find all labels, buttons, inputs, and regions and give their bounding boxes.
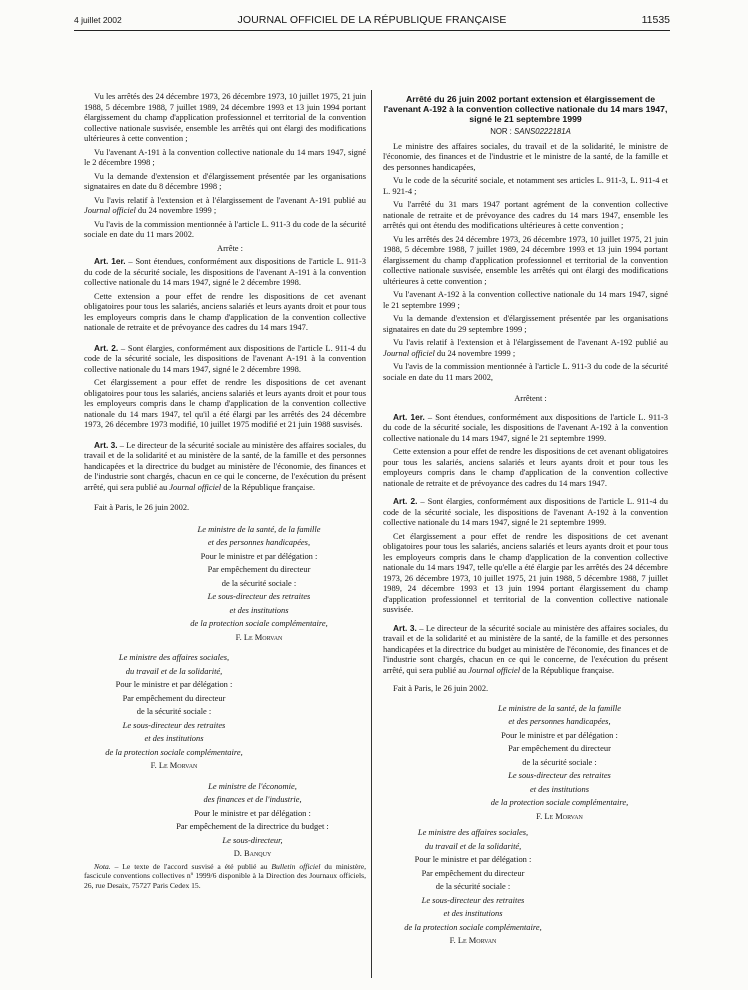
signature-line: Pour le ministre et par délégation : (200, 550, 318, 561)
nor-reference (383, 127, 668, 138)
nor-label: NOR : (490, 127, 515, 136)
article-label: Art. 2. (393, 496, 418, 506)
article-paragraph: Cet élargissement a pour effet de rendre les dispositions de cet avenant obligatoires pour tous les salariés, anciens salariés et leurs ayants droit et pour tous les employeurs compris dans le champ d'application de la convention collective nationale du 14 mars 1947, telle qu'elle a été élargie par les arrêtés des 24 décembre 1973, 26 décembre 1973, 10 juillet 1975, 21 juin 1988, 5 décembre 1988, 7 juillet 1989, 24 décembre 1993 et 13 juin 1994 portant élargissement du champ d'application professionnel et territorial de la convention collective nationale susvisée. (383, 530, 668, 614)
signature-line: des finances et de l'industrie, (203, 794, 302, 804)
article-label: Art. 2. (94, 342, 119, 353)
visa-paragraph: Vu l'avis de la commission mentionnée à l'article L. 911-3 du code de la sécurité sociale en date du 11 mars 2002. (84, 218, 366, 239)
issue-date: 4 juillet 2002 (74, 15, 122, 25)
visa-paragraph: Vu le code de la sécurité sociale, et notamment ses articles L. 911-3, L. 911-4 et L. 921-4 ; (383, 175, 668, 196)
signature-line: Par empêchement du directeur (122, 692, 226, 703)
signature-line: Par empêchement du directeur (508, 743, 611, 753)
article-3 (383, 623, 668, 676)
signature-line: du travail et de la solidarité, (424, 840, 522, 851)
signature-line: et des institutions (529, 783, 590, 794)
nota-text: – Le texte de l'accord susvisé a été publié au (110, 861, 272, 871)
signature-line: Le ministre de l'économie, (208, 780, 297, 791)
signature-line: Le sous-directeur des retraites (508, 770, 611, 780)
signature-line: Le ministre de la santé, de la famille (197, 523, 321, 534)
arrete-heading: Arrête : (216, 242, 243, 253)
article-text: – Sont étendues, conformément aux dispositions de l'article L. 911-3 du code de la sécurité sociale, les dispositions de l'avenant A-192 à la convention collective nationale du 14 mars 1947, signé le 21 septembre 1999. (383, 411, 668, 443)
signatory-name: F. Le Morvan (449, 935, 497, 945)
signature-line: Pour le ministre et par délégation : (194, 807, 311, 818)
signature-line: Le ministre de la santé, de la famille (498, 702, 621, 713)
column-divider (371, 90, 372, 978)
visa-paragraph: Vu la demande d'extension et d'élargissement présentée par les organisations signataires en date du 8 décembre 1998 ; (84, 170, 366, 191)
article-text: – Sont étendues, conformément aux dispositions de l'article L. 911-3 du code de la sécurité sociale, les dispositions de l'avenant A-191 à la convention collective nationale du 14 mars 1947, signé le 2 décembre 1998. (84, 256, 366, 287)
left-column (84, 91, 366, 893)
page-header (74, 13, 670, 29)
article-text: de la République française. (221, 481, 316, 492)
journal-officiel-ref: Journal officiel (468, 664, 521, 675)
signature-line: Par empêchement du directeur (207, 564, 311, 574)
signature-line: Pour le ministre et par délégation : (414, 854, 532, 864)
journal-officiel-ref: Journal officiel (84, 205, 136, 215)
signature-line: de la protection sociale complémentaire, (105, 746, 243, 757)
signature-block-sante (383, 703, 668, 822)
signature-line: Le sous-directeur des retraites (421, 894, 525, 905)
signature-line: de la protection sociale complémentaire, (490, 797, 629, 807)
signature-line: et des personnes handicapées, (207, 537, 311, 547)
arrete-heading: Arrêtent : (514, 393, 547, 403)
signature-line: Pour le ministre et par délégation : (501, 729, 618, 740)
journal-officiel-ref: Journal officiel (383, 347, 435, 358)
signatory-name: F. Le Morvan (235, 631, 283, 642)
article-label: Art. 1er. (94, 256, 126, 266)
article-paragraph: Cette extension a pour effet de rendre les dispositions de cet avenant obligatoires pour tous les salariés, anciens salariés et leurs ayants droit et pour tous les employeurs compris dans le champ d'application de la convention collective nationale de retraite et de prévoyance des cadres du 14 mars 1947. (84, 290, 366, 332)
signature-block-affaires-sociales (84, 652, 254, 771)
visa-text: Vu l'avis relatif à l'extension et à l'élargissement de l'avenant A-191 publié au (94, 194, 366, 205)
signature-line: et des institutions (229, 604, 289, 615)
visa-paragraph: Vu l'arrêté du 31 mars 1947 portant agrément de la convention collective nationale de retraite et de prévoyance des cadres du 14 mars 1947, ensemble les arrêtés qui ont étendu des modifications ultérieures à cette convention ; (383, 199, 668, 230)
article-paragraph: Cette extension a pour effet de rendre les dispositions de cet avenant obligatoires pour tous les salariés, anciens salariés et leurs ayants droit et pour tous les employeurs compris dans le champ d'application de la convention collective nationale de retraite et de prévoyance des cadres du 14 mars 1947. (383, 446, 668, 488)
signature-line: et des personnes handicapées, (508, 716, 611, 726)
signature-line: de la sécurité sociale : (435, 881, 511, 891)
fait-a-paris: Fait à Paris, le 26 juin 2002. (393, 683, 489, 693)
visa-paragraph: Vu les arrêtés des 24 décembre 1973, 26 décembre 1973, 10 juillet 1975, 21 juin 1988, 5 décembre 1988, 7 juillet 1989, 24 décembre 1993 et 13 juin 1994 portant élargissement du champ d'application professionnel et territorial de la convention collective nationale susvisée, ensemble les arrêtés qui ont élargi des modifications ultérieures à cette convention ; (84, 91, 366, 143)
signatory-name: D. Banquy (233, 848, 272, 858)
visa-paragraph: Vu l'avenant A-192 à la convention collective nationale du 14 mars 1947, signé le 21 septembre 1999 ; (383, 289, 668, 310)
signature-line: Le ministre des affaires sociales, (118, 652, 230, 662)
signature-block-sante (84, 524, 366, 643)
signature-block-affaires-sociales (383, 827, 553, 946)
signature-line: Le sous-directeur, (222, 834, 283, 845)
signature-line: de la sécurité sociale : (221, 577, 297, 588)
signature-line: Pour le ministre et par délégation : (115, 679, 233, 689)
article-text: – Le directeur de la sécurité sociale au ministère des affaires sociales, du travail et de la solidarité et au ministère de la santé, de la famille et des personnes handicapées et la directrice du budget au ministère de l'économie, des finances et de l'industrie sont chargés, chacun en ce qui le concerne, de l'exécution du présent arrêté, qui sera publié au (383, 622, 668, 675)
visa-paragraph (84, 195, 366, 216)
article-label: Art. 1er. (393, 411, 425, 422)
article-label: Art. 3. (393, 622, 417, 633)
nota (84, 862, 366, 891)
article-2 (84, 343, 366, 375)
signatory-name: F. Le Morvan (150, 760, 198, 770)
signature-line: Le sous-directeur des retraites (122, 719, 226, 730)
visa-paragraph: Vu les arrêtés des 24 décembre 1973, 26 décembre 1973, 10 juillet 1975, 21 juin 1988, 5 décembre 1988, 7 juillet 1989, 24 décembre 1993 et 13 juin 1994 portant élargissement du champ d'application professionnel et territorial de la convention collective nationale susvisée, ensemble les arrêtés qui ont élargi des modifications ultérieures à cette convention ; (383, 233, 668, 286)
signature-line: et des institutions (144, 733, 204, 743)
signature-block-economie (84, 781, 366, 859)
journal-title: JOURNAL OFFICIEL DE LA RÉPUBLIQUE FRANÇAISE (237, 14, 507, 26)
header-rule (74, 30, 670, 31)
visa-text: du 24 novembre 1999 ; (434, 347, 516, 358)
article-1 (84, 256, 366, 288)
signature-line: Par empêchement de la directrice du budget : (176, 821, 329, 831)
article-text: – Le directeur de la sécurité sociale au ministère des affaires sociales, du travail et de la solidarité et au ministère de la santé, de la famille et des personnes handicapées et la directrice du budget au ministère de l'économie, des finances et de l'industrie sont chargés, chacun en ce qui le concerne, de l'exécution du présent arrêté, qui sera publié au (84, 439, 366, 492)
nota-label: Nota. (94, 861, 111, 871)
article-label: Art. 3. (94, 439, 118, 450)
signature-line: Le sous-directeur des retraites (207, 591, 311, 601)
visa-paragraph (383, 337, 668, 358)
visa-paragraph: Vu l'avis de la commission mentionnée à l'article L. 911-3 du code de la sécurité sociale en date du 11 mars 2002, (383, 361, 668, 382)
decree-title: Arrêté du 26 juin 2002 portant extension et élargissement de l'avenant A-192 à la convention collective nationale du 14 mars 1947, signé le 21 septembre 1999 (383, 94, 668, 124)
right-column (383, 94, 668, 949)
signature-line: de la protection sociale complémentaire, (190, 618, 328, 628)
signature-line: Le ministre des affaires sociales, (417, 827, 529, 837)
article-3 (84, 440, 366, 493)
signatory-name: F. Le Morvan (536, 810, 583, 821)
article-text: de la République française. (520, 664, 615, 675)
fait-a-paris: Fait à Paris, le 26 juin 2002. (94, 502, 190, 512)
visa-text: Vu l'avis relatif à l'extension et à l'élargissement de l'avenant A-192 publié au (393, 337, 668, 347)
visa-paragraph: Vu l'avenant A-191 à la convention collective nationale du 14 mars 1947, signé le 2 décembre 1998 ; (84, 146, 366, 167)
signature-line: de la sécurité sociale : (522, 756, 597, 767)
article-1 (383, 412, 668, 444)
nor-code: SANS0222181A (514, 127, 571, 136)
nota-text: du ministère, fascicule conventions collectives nº 1999/6 disponible à la Direction des Journaux officiels, 26, rue Desaix, 75727 Paris Cedex 15. (84, 861, 367, 890)
signature-line: Par empêchement du directeur (421, 867, 525, 878)
visa-text: du 24 novembre 1999 ; (135, 205, 217, 215)
intro-paragraph: Le ministre des affaires sociales, du travail et de la solidarité, le ministre de l'économie, des finances et de l'industrie et le ministre de la santé, de la famille et des personnes handicapées, (383, 140, 668, 172)
signature-line: de la sécurité sociale : (136, 706, 212, 716)
article-text: – Sont élargies, conformément aux dispositions de l'article L. 911-4 du code de la sécurité sociale, les dispositions de l'avenant A-191 à la convention collective nationale du 14 mars 1947, signé le 2 décembre 1998. (84, 342, 366, 374)
journal-officiel-ref: Journal officiel (169, 481, 222, 492)
signature-line: et des institutions (443, 908, 503, 918)
visa-paragraph: Vu la demande d'extension et d'élargissement présentée par les organisations signataires en date du 29 septembre 1999 ; (383, 313, 668, 334)
article-paragraph: Cet élargissement a pour effet de rendre les dispositions de cet avenant obligatoires pour tous les salariés, anciens salariés et leurs ayants droit et pour tous les employeurs compris dans le champ d'application de la convention collective nationale du 14 mars 1947, tel qu'il a été élargi par les arrêtés des 24 décembre 1973, 26 décembre 1973 modifié, 10 juillet 1975 modifié et 21 juin 1988 susvisés. (84, 377, 366, 429)
bulletin-officiel-ref: Bulletin officiel (271, 861, 321, 871)
article-text: – Sont élargies, conformément aux dispositions de l'article L. 911-4 du code de la sécurité sociale, les dispositions de l'avenant A-192 à la convention collective nationale du 14 mars 1947, signé le 21 septembre 1999. (383, 496, 668, 527)
signature-line: du travail et de la solidarité, (125, 665, 223, 676)
article-2 (383, 496, 668, 528)
page-number: 11535 (641, 14, 670, 26)
signature-line: de la protection sociale complémentaire, (404, 921, 542, 932)
